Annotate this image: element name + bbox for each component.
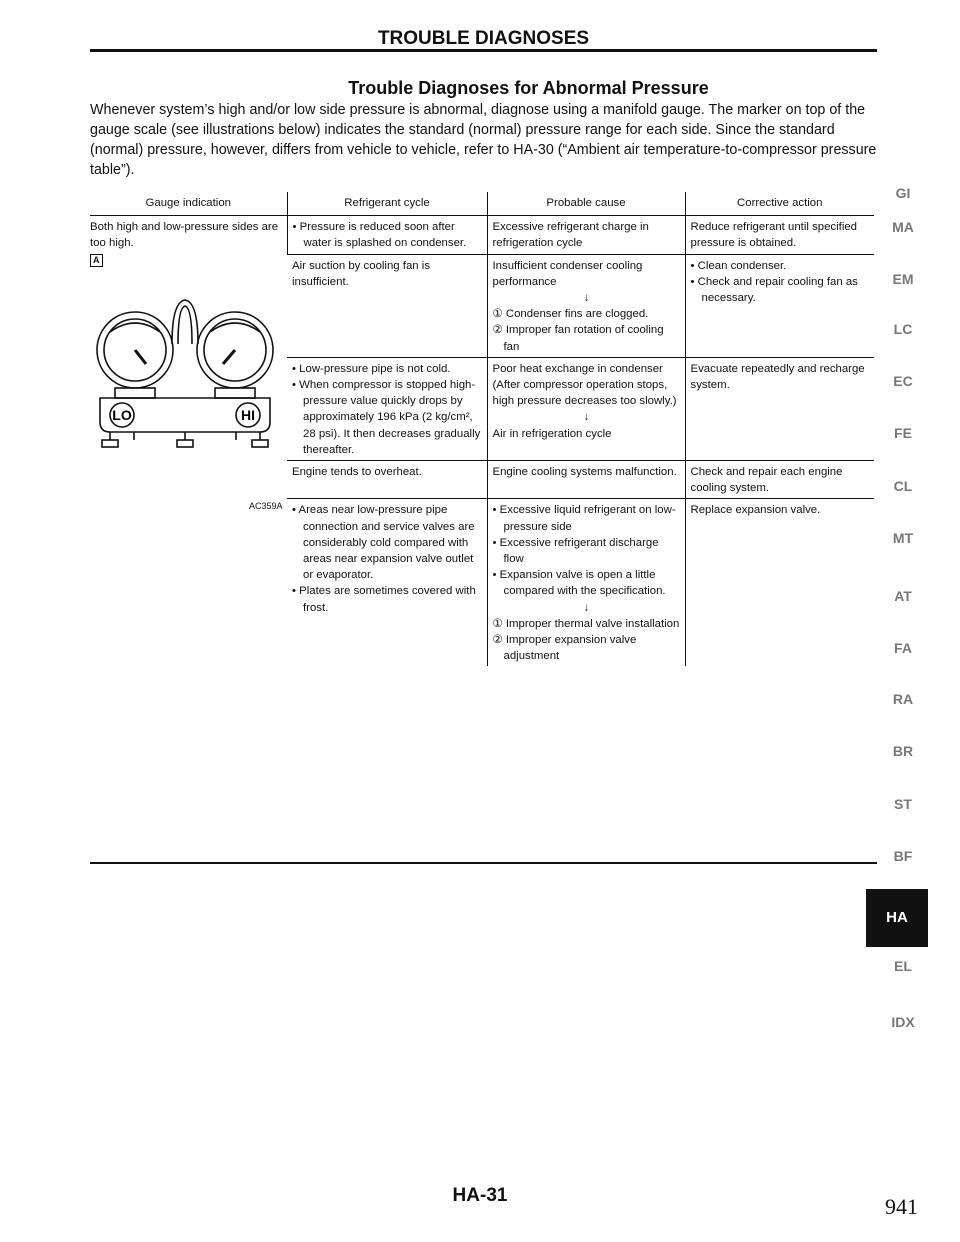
cause-item: ② Improper expansion valve adjustment (492, 634, 637, 663)
cause-text: Excessive refrigerant charge in refrigeration cycle (492, 221, 649, 250)
arrow-down-icon: ↓ (583, 411, 590, 424)
cycle-item: • When compressor is stopped high-pressure value quickly drops by approximately 196 kPa (2 kg/cm², 28 psi). It then decreases gradually thereafter. (292, 379, 481, 456)
action-text: Check and repair each engine cooling system. (690, 466, 843, 495)
cause-text: Insufficient condenser cooling performance (492, 259, 643, 288)
gauge-indication: Both high and low-pressure sides are too high. (90, 221, 279, 250)
cause-item: ① Improper thermal valve installation (492, 617, 680, 630)
tab-br[interactable]: BR (892, 743, 914, 759)
cycle-item: • Low-pressure pipe is not cold. (292, 362, 451, 375)
header-rule (90, 49, 877, 52)
tab-ec[interactable]: EC (893, 373, 913, 389)
cycle-text: Air suction by cooling fan is insufficient. (292, 259, 431, 288)
tab-idx[interactable]: IDX (891, 1014, 915, 1030)
tab-ha[interactable]: HA (866, 889, 928, 947)
page-header: TROUBLE DIAGNOSES (377, 28, 590, 49)
tab-fa[interactable]: FA (894, 640, 912, 656)
tab-gi[interactable]: GI (895, 185, 911, 201)
diagnosis-table (90, 192, 874, 666)
figure-tag: A (90, 254, 103, 267)
tab-fe[interactable]: FE (894, 425, 912, 441)
tab-st[interactable]: ST (894, 796, 912, 812)
cause-text: Engine cooling systems malfunction. (492, 466, 677, 479)
cause-item: ① Condenser fins are clogged. (492, 308, 649, 321)
cause-item: • Excessive liquid refrigerant on low-pressure side (492, 504, 676, 533)
hi-label: HI (241, 406, 255, 423)
action-text: Evacuate repeatedly and recharge system. (690, 362, 865, 392)
figure-code: AC359A (248, 500, 283, 511)
cause-item: ② Improper fan rotation of cooling fan (492, 324, 664, 353)
action-text: Replace expansion valve. (690, 504, 821, 517)
tab-em[interactable]: EM (892, 271, 914, 287)
tab-ma[interactable]: MA (892, 219, 914, 235)
manifold-gauge-illustration (90, 272, 280, 512)
lo-label: LO (112, 406, 132, 423)
tab-cl[interactable]: CL (893, 478, 913, 494)
cause-item: • Excessive refrigerant discharge flow (492, 536, 659, 566)
intro-paragraph: Whenever system’s high and/or low side pressure is abnormal, diagnose using a manifold gauge. The marker on top of the gauge scale (see illustrations below) indicates the standard (normal) pressure range for each side. Since the standard (normal) pressure, however, differs from vehicle to vehicle, refer to HA-30 (“Ambient air temperature-to-compressor pressure table”). (90, 102, 877, 178)
page-number: 941 (885, 1194, 918, 1219)
tab-lc[interactable]: LC (893, 321, 913, 337)
table-row (90, 216, 874, 254)
cycle-item: • Plates are sometimes covered with frost. (292, 585, 476, 614)
col-header-action: Corrective action (685, 192, 874, 216)
table-bottom-rule (90, 862, 877, 864)
arrow-down-icon: ↓ (583, 601, 590, 614)
cycle-item: • Pressure is reduced soon after water is splashed on condenser. (292, 221, 467, 250)
cause-text: Air in refrigeration cycle (492, 427, 612, 440)
col-header-cause: Probable cause (487, 192, 685, 216)
section-title: Trouble Diagnoses for Abnormal Pressure (348, 78, 709, 98)
col-header-gauge: Gauge indication (90, 192, 287, 216)
cycle-item: • Areas near low-pressure pipe connection and service valves are considerably cold compared with areas near expansion valve outlet or evaporator. (292, 504, 475, 582)
col-header-cycle: Refrigerant cycle (287, 192, 487, 216)
action-item: • Check and repair cooling fan as necessary. (690, 275, 858, 305)
page-code: HA-31 (452, 1185, 508, 1206)
cycle-text: Engine tends to overheat. (292, 466, 422, 479)
action-text: Reduce refrigerant until specified pressure is obtained. (690, 221, 858, 250)
cause-item: • Expansion valve is open a little compared with the specification. (492, 569, 666, 598)
tab-ra[interactable]: RA (892, 691, 914, 707)
tab-mt[interactable]: MT (892, 530, 914, 546)
tab-at[interactable]: AT (894, 588, 912, 604)
arrow-down-icon: ↓ (583, 292, 590, 305)
tab-bf[interactable]: BF (893, 848, 913, 864)
action-item: • Clean condenser. (690, 259, 787, 272)
cause-text: Poor heat exchange in condenser (After compressor operation stops, high pressure decreases too slowly.) (492, 362, 677, 408)
tab-el[interactable]: EL (894, 958, 912, 974)
